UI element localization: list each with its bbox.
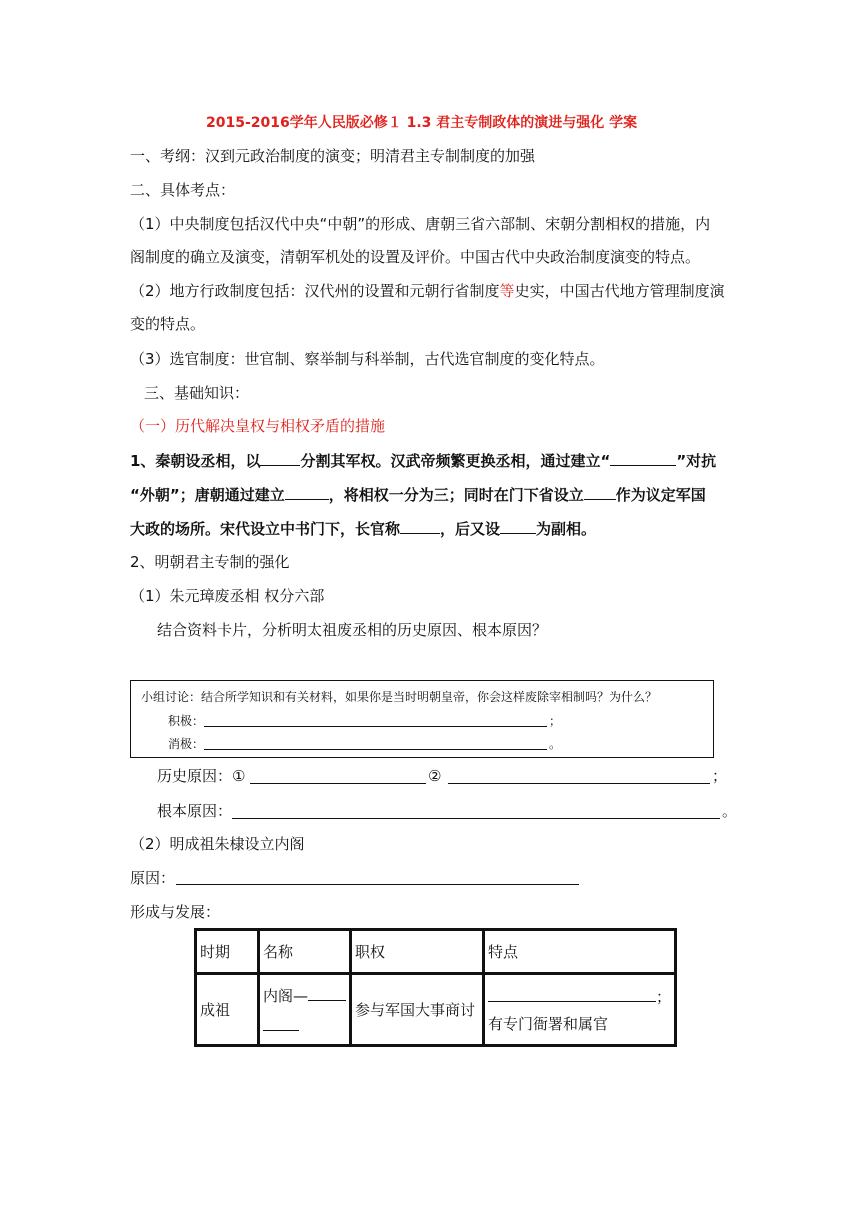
subsection-1-heading: （一）历代解决皇权与相权矛盾的措施 bbox=[130, 417, 386, 435]
root-reason-label: 根本原因： bbox=[157, 802, 233, 820]
cell-feature-2: 有专门衙署和属官 bbox=[488, 1015, 609, 1033]
cell-name bbox=[259, 974, 351, 1046]
discussion-box bbox=[130, 680, 714, 758]
key-point-1a: （1）中央制度包括汉代中央“中朝”的形成、唐朝三省六部制、宋朝分割相权的措施，内 bbox=[130, 215, 711, 233]
cause-answer-line[interactable] bbox=[176, 884, 579, 885]
formation-label: 形成与发展： bbox=[130, 903, 221, 921]
history-reason-end: ； bbox=[712, 767, 728, 785]
negative-label: 消极： bbox=[168, 737, 205, 751]
blank-5[interactable] bbox=[400, 517, 440, 534]
key-point-2a-red: 等 bbox=[499, 282, 515, 300]
basic-knowledge-heading: 三、基础知识： bbox=[144, 384, 250, 402]
history-reason-1-line[interactable] bbox=[250, 783, 426, 784]
cell-period: 成祖 bbox=[196, 974, 259, 1046]
cause-label: 原因： bbox=[130, 869, 176, 887]
cell-feature bbox=[484, 974, 676, 1046]
header-power: 职权 bbox=[351, 930, 484, 974]
positive-label: 积极： bbox=[168, 714, 205, 728]
cell-name-blank-2[interactable] bbox=[263, 1014, 299, 1031]
q2-prompt: 结合资料卡片，分析明太祖废丞相的历史原因、根本原因？ bbox=[157, 621, 548, 639]
q2-heading: 2、明朝君主专制的强化 bbox=[130, 553, 290, 571]
blank-4[interactable] bbox=[584, 483, 616, 500]
key-point-2b: 变的特点。 bbox=[130, 315, 206, 333]
key-points-heading: 二、具体考点： bbox=[130, 181, 236, 199]
history-reason-2-line[interactable] bbox=[448, 783, 710, 784]
table-header-row bbox=[196, 930, 676, 974]
cell-name-text: 内阁— bbox=[263, 987, 309, 1005]
negative-answer-line[interactable] bbox=[204, 749, 547, 750]
exam-outline: 一、考纲：汉到元政治制度的演变；明清君主专制制度的加强 bbox=[130, 147, 536, 165]
key-point-3: （3）选官制度：世官制、察举制与科举制，古代选官制度的变化特点。 bbox=[130, 350, 605, 368]
key-point-2a bbox=[130, 280, 725, 302]
root-reason-end: 。 bbox=[722, 802, 738, 820]
header-feature: 特点 bbox=[484, 930, 676, 974]
q2-2-heading: （2）明成祖朱棣设立内阁 bbox=[130, 835, 305, 853]
q1-line3: 大政的场所。宋代设立中书门下，长官称 ，后又设 为副相。 bbox=[130, 517, 596, 540]
blank-2[interactable] bbox=[610, 449, 676, 466]
key-point-2a-post: 史实，中国古代地方管理制度演 bbox=[514, 282, 725, 300]
discussion-question: 小组讨论：结合所学知识和有关材料，如果你是当时明朝皇帝，你会这样废除宰相制吗？为什么？ bbox=[141, 690, 658, 704]
q2-sub1: （1）朱元璋废丞相 权分六部 bbox=[130, 587, 325, 605]
q1-line2: “外朝”；唐朝通过建立 ，将相权一分为三；同时在门下省设立 作为议定军国 bbox=[130, 483, 706, 506]
table-row bbox=[196, 974, 676, 1046]
negative-end: 。 bbox=[549, 737, 562, 751]
q1-line1: 1、秦朝设丞相，以 分割其军权。汉武帝频繁更换丞相，通过建立“ ”对抗 bbox=[130, 449, 716, 472]
positive-answer-line[interactable] bbox=[204, 726, 547, 727]
header-name: 名称 bbox=[259, 930, 351, 974]
blank-3[interactable] bbox=[285, 483, 329, 500]
root-reason-line[interactable] bbox=[232, 818, 720, 819]
key-point-2a-pre: （2）地方行政制度包括：汉代州的设置和元朝行省制度 bbox=[130, 282, 500, 300]
history-reason-2-mark: ② bbox=[428, 767, 442, 785]
page-title: 2015-2016学年人民版必修１ 1.3 君主专制政体的演进与强化 学案 bbox=[206, 115, 638, 131]
cell-name-blank-1[interactable] bbox=[308, 984, 346, 1001]
positive-end: ； bbox=[549, 714, 562, 728]
cabinet-table bbox=[194, 928, 677, 1047]
cell-feature-end: ； bbox=[656, 988, 672, 1006]
blank-1[interactable] bbox=[260, 449, 300, 466]
header-period: 时期 bbox=[196, 930, 259, 974]
blank-6[interactable] bbox=[500, 517, 536, 534]
cell-feature-blank[interactable] bbox=[488, 985, 656, 1002]
cell-power: 参与军国大事商讨 bbox=[351, 974, 484, 1046]
history-reason-label: 历史原因：① bbox=[157, 767, 246, 785]
key-point-1b: 阁制度的确立及演变，清朝军机处的设置及评价。中国古代中央政治制度演变的特点。 bbox=[130, 248, 701, 266]
